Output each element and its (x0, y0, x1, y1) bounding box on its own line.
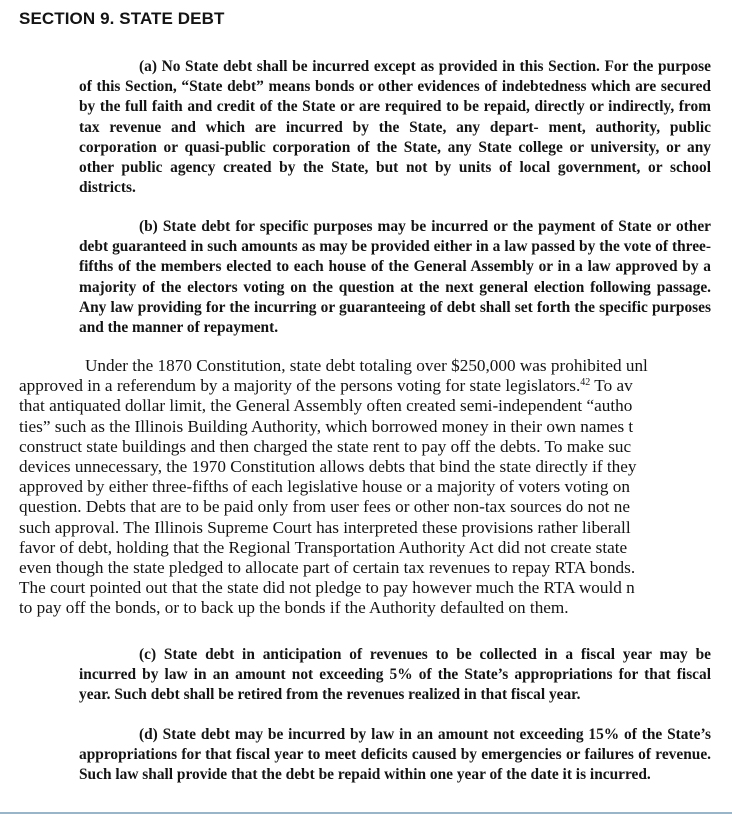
commentary-line: construct state buildings and then charged the state rent to pay off the debts. To make suc (19, 436, 632, 456)
bottom-divider (0, 812, 732, 814)
footnote-ref[interactable]: 42 (580, 377, 591, 389)
commentary-line: Under the 1870 Constitution, state debt totaling over $250,000 was prohibited unl (85, 356, 648, 375)
section-d-text: (d) State debt may be incurred by law in an amount not exceeding 15% of the State’s appropriations for that fiscal year to meet deficits caused by emergencies or failures of revenue. Such law shall provide that the debt be repaid within one year of the date it is incurred. (79, 726, 711, 784)
section-c-text: (c) State debt in anticipation of revenues to be collected in a fiscal year may be incurred by law in an amount not exceeding 5% of the State’s appropriations for that fiscal year. Such debt shall be retired from the revenues realized in that fiscal year. (79, 646, 711, 704)
commentary-paragraph (19, 356, 732, 619)
commentary-line: favor of debt, holding that the Regional Transportation Authority Act did not create state (19, 537, 628, 557)
commentary-line: to pay off the bonds, or to back up the bonds if the Authority defaulted on them. (19, 598, 569, 618)
commentary-line: such approval. The Illinois Supreme Court has interpreted these provisions rather liberall (19, 517, 631, 537)
commentary-line (19, 376, 732, 396)
commentary-line: even though the state pledged to allocate part of certain tax revenues to repay RTA bonds. (19, 558, 636, 578)
commentary-line: that antiquated dollar limit, the General Assembly often created semi-independent “autho (19, 396, 633, 416)
commentary-line: ties” such as the Illinois Building Authority, which borrowed money in their own names t (19, 416, 634, 436)
commentary-line: devices unnecessary, the 1970 Constitution allows debts that bind the state directly if they (19, 457, 637, 477)
section-d-block (79, 725, 711, 786)
commentary-line-text: To av (590, 376, 633, 396)
section-c-block (79, 645, 711, 706)
commentary-line: The court pointed out that the state did not pledge to pay however much the RTA would n (19, 578, 635, 598)
section-b-text: (b) State debt for specific purposes may be incurred or the payment of State or other debt guaranteed in such amounts as may be provided either in a law passed by the vote of three-fifths of the members elected to each house of the General Assembly or in a law approved by a majority of the electors voting on the question at the next general election following passage. Any law providing for the incurring or guaranteeing of debt shall set forth the specific purposes and the manner of repayment. (79, 218, 711, 337)
section-b-block (79, 217, 711, 338)
section-a-text: (a) No State debt shall be incurred except as provided in this Section. For the purpose of this Section, “State debt” means bonds or other evidences of indebtedness which are secured by the full faith and credit of the State or are required to be repaid, directly or indirectly, from tax revenue and which are incurred by the State, any depart- ment, authority, public corporation or quasi-public corporation of the State, any State college or university, or any other public agency created by the State, but not by units of local government, or school districts. (79, 58, 711, 197)
commentary-line-text: approved in a referendum by a majority of the persons voting for state legislators. (19, 376, 581, 396)
section-heading: SECTION 9. STATE DEBT (19, 9, 225, 28)
commentary-line: approved by either three-fifths of each legislative house or a majority of voters voting on (19, 477, 630, 497)
section-a-block (79, 57, 711, 198)
commentary-line: question. Debts that are to be paid only from user fees or other non-tax sources do not ne (19, 497, 630, 517)
